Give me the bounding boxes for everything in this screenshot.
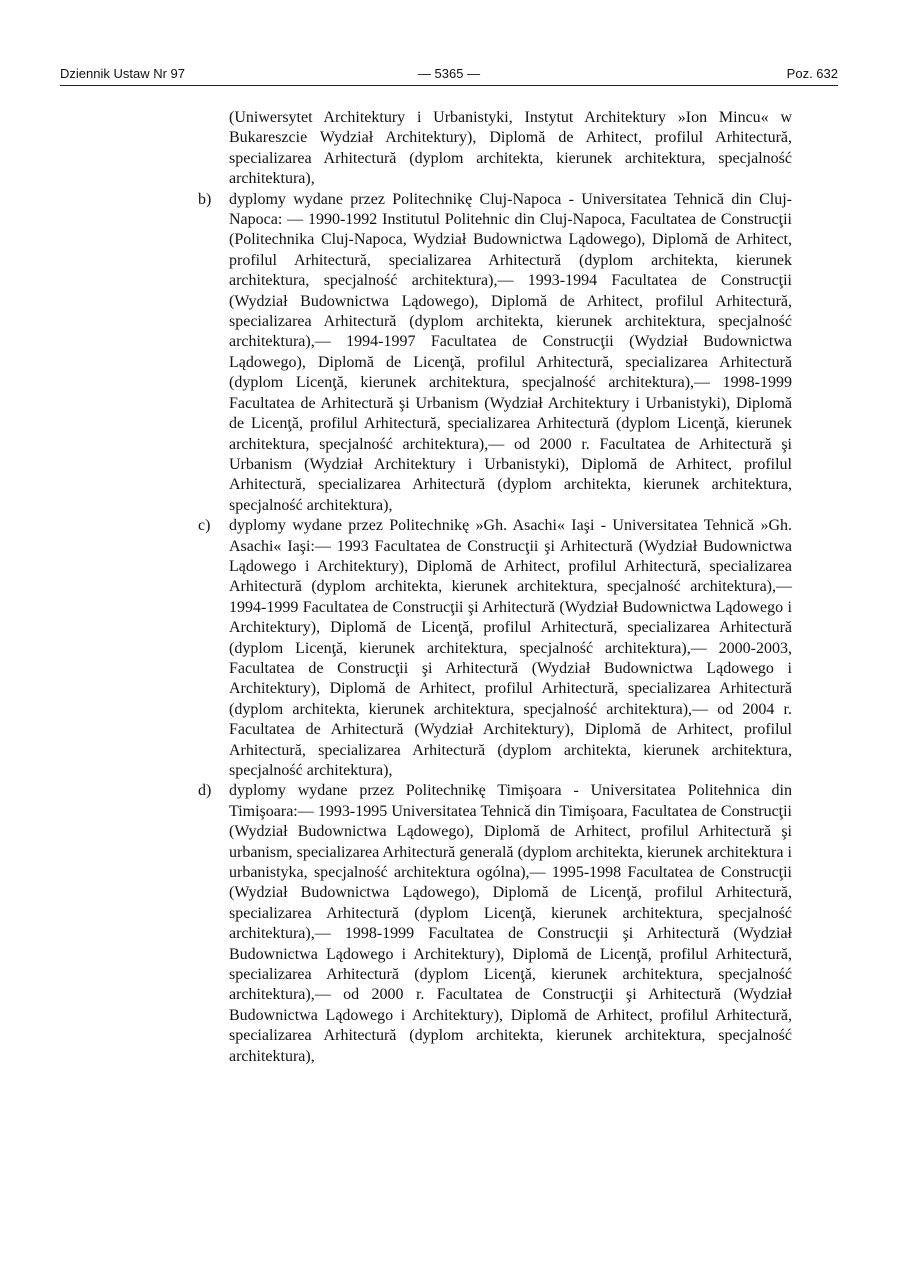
list-marker: b): [198, 190, 212, 208]
journal-title: Dziennik Ustaw Nr 97: [60, 66, 185, 81]
header-divider: [60, 85, 838, 86]
intro-paragraph: (Uniwersytet Architektury i Urbanistyki, Instytut Architektury »Ion Mincu« w Bukareszcie Wydział Architektury), Diplomă de Arhitect, profilul Arhitectură, specializarea Arhitectură (dyplom architekta, kierunek architektura, specjalność architektura),: [229, 109, 792, 188]
position-number: Poz. 632: [786, 66, 838, 81]
list-item-b: [196, 190, 792, 517]
list-item-text: dyplomy wydane przez Politechnikę Cluj-Napoca - Universitatea Tehnică din Cluj-Napoca: — 1990-1992 Institutul Politehnic din Cluj-Napoca, Facultatea de Construcţii (Politechnika Cluj-Napoca, Wydział Budownictwa Lądowego), Diplomă de Arhitect, profilul Arhitectură, specializarea Arhitectură (dyplom architekta, kierunek architektura, specjalność architektura),— 1993-1994 Facultatea de Construcţii (Wydział Budownictwa Lądowego), Diplomă de Arhitect, profilul Arhitectură, specializarea Arhitectură (dyplom architekta, kierunek architektura, specjalność architektura),— 1994-1997 Facultatea de Construcţii (Wydział Budownictwa Lądowego), Diplomă de Licenţă, profilul Arhitectură, specializarea Arhitectură (dyplom Licenţă, kierunek architektura, specjalność architektura),— 1998-1999 Facultatea de Arhitectură şi Urbanism (Wydział Architektury i Urbanistyki), Diplomă de Licenţă, profilul Arhitectură, specializarea Arhitectură (dyplom Licenţă, kierunek architektura, specjalność architektura),— od 2000 r. Facultatea de Arhitectură şi Urbanism (Wydział Architektury i Urbanistyki), Diplomă de Arhitect, profilul Arhitectură, specializarea Arhitectură (dyplom architekta, kierunek architektura, specjalność architektura),: [229, 190, 792, 514]
page-header: [60, 66, 838, 86]
list-marker: c): [198, 517, 211, 535]
page-number: — 5365 —: [417, 66, 481, 81]
list-item-text: dyplomy wydane przez Politechnikę Timişoara - Universitatea Politehnica din Timişoara:— 1993-1995 Universitatea Tehnică din Timişoara, Facultatea de Construcţii (Wydział Budownictwa Lądowego), Diplomă de Arhitect, profilul Arhitectură şi urbanism, specializarea Arhitectură generală (dyplom architekta, kierunek architektura i urbanistyka, specjalność architektura ogólna),— 1995-1998 Facultatea de Construcţii (Wydział Budownictwa Lądowego), Diplomă de Licenţă, profilul Arhitectură, specializarea Arhitectură (dyplom Licenţă, kierunek architektura, specjalność architektura),— 1998-1999 Facultatea de Construcţii şi Arhitectură (Wydział Budownictwa Lądowego i Architektury), Diplomă de Licenţă, profilul Arhitectură, specializarea Arhitectură (dyplom Licenţă, kierunek architektura, specjalność architektura),— od 2000 r. Facultatea de Construcţii şi Arhitectură (Wydział Budownictwa Lądowego i Architektury), Diplomă de Arhitect, profilul Arhitectură, specializarea Arhitectură (dyplom architekta, kierunek architektura, specjalność architektura),: [229, 782, 792, 1065]
list-item-text: dyplomy wydane przez Politechnikę »Gh. Asachi« Iaşi - Universitatea Tehnică »Gh. Asachi« Iaşi:— 1993 Facultatea de Construcţii şi Arhitectură (Wydział Budownictwa Lądowego i Architektury), Diplomă de Arhitect, profilul Arhitectură, specializarea Arhitectură (dyplom architekta, kierunek architektura, specjalność architektura),— 1994-1999 Facultatea de Construcţii şi Arhitectură (Wydział Budownictwa Lądowego i Architektury), Diplomă de Licenţă, profilul Arhitectură, specializarea Arhitectură (dyplom Licenţă, kierunek architektura, specjalność architektura),— 2000-2003, Facultatea de Construcţii şi Arhitectură (Wydział Budownictwa Lądowego i Architektury), Diplomă de Arhitect, profilul Arhitectură, specializarea Arhitectură (dyplom architekta, kierunek architektura, specjalność architektura),— od 2004 r. Facultatea de Arhitectură (Wydział Architektury), Diplomă de Arhitect, profilul Arhitectură, specializarea Arhitectură (dyplom architekta, kierunek architektura, specjalność architektura),: [229, 517, 792, 779]
list-item-d: [196, 781, 792, 1067]
list-item-c: [196, 516, 792, 781]
list-marker: d): [198, 782, 212, 800]
document-body: [196, 108, 792, 1067]
